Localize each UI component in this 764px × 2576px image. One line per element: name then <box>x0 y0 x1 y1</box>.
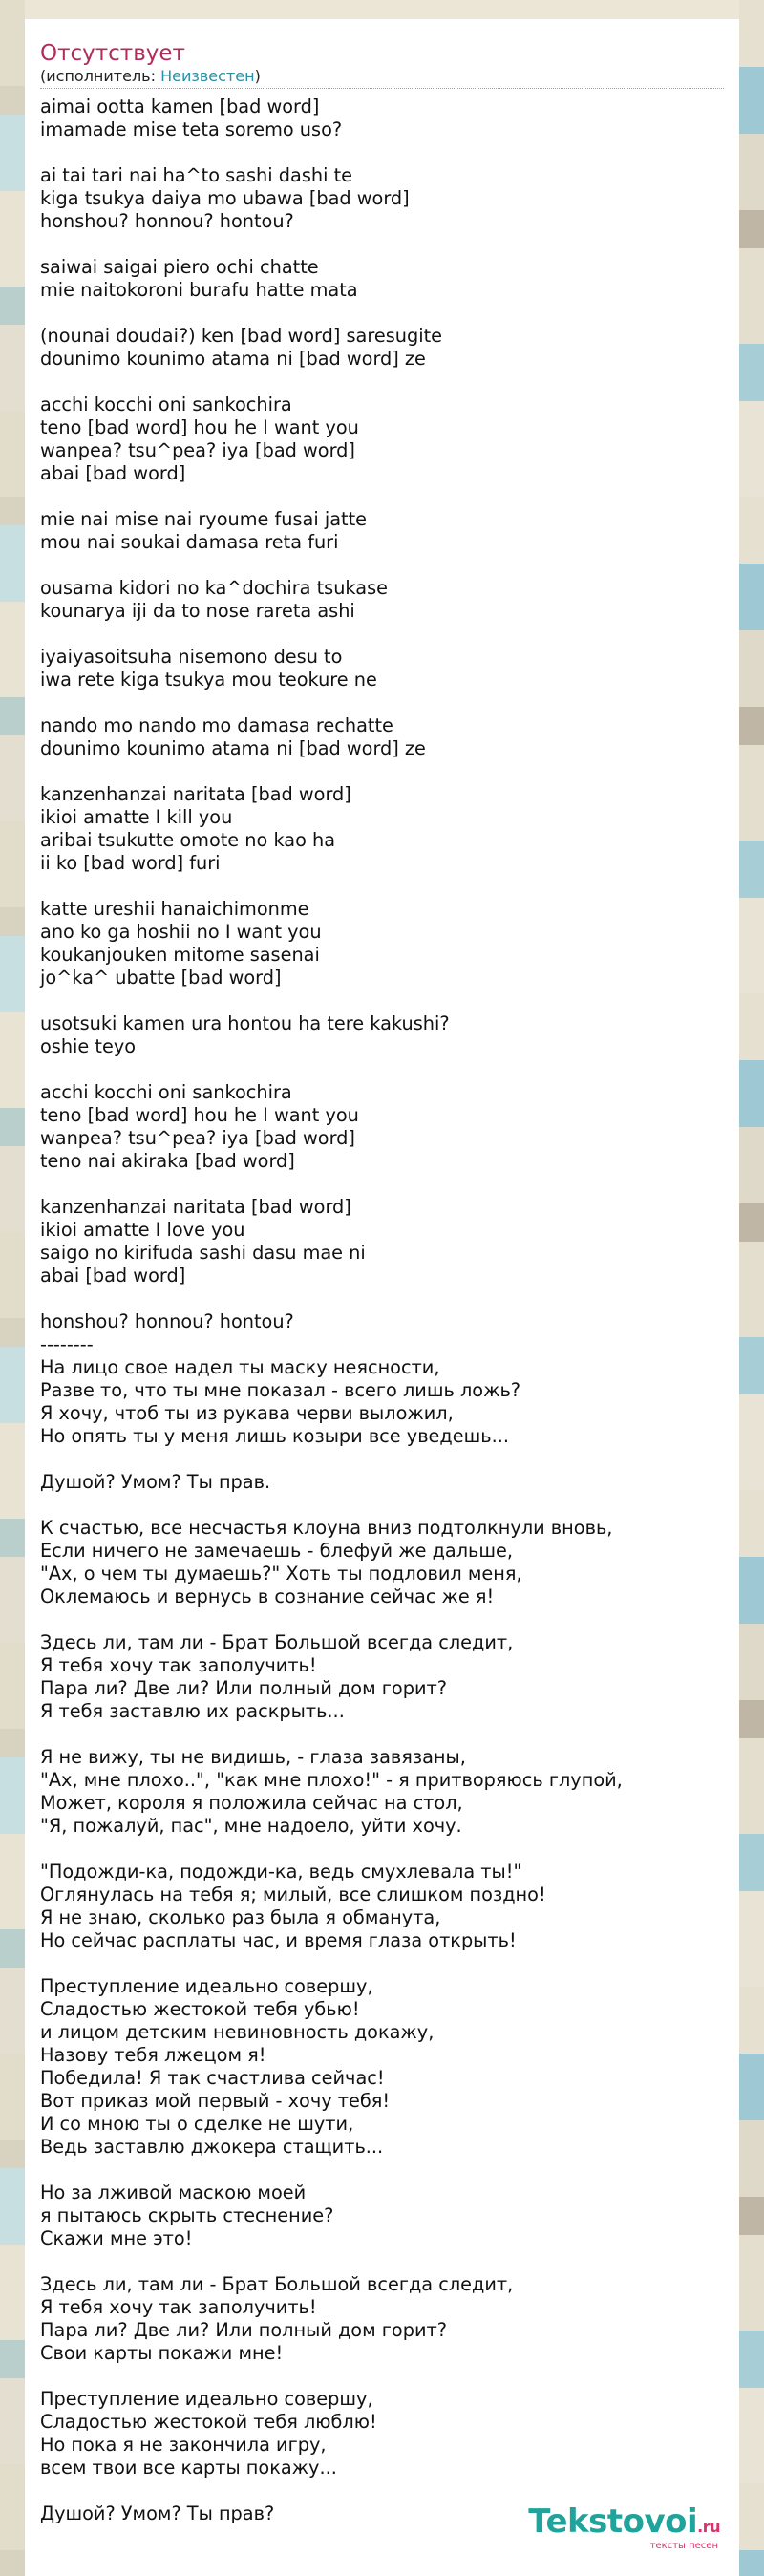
lyrics-line: Оклемаюсь и вернусь в сознание сейчас же я! <box>40 1586 495 1607</box>
lyrics-line: Но за лживой маскою моей <box>40 2182 307 2203</box>
lyrics-blank-line <box>40 302 709 325</box>
lyrics-line: Скажи мне это! <box>40 2227 193 2249</box>
lyrics-line: iwa rete kiga tsukya mou teokure ne <box>40 669 377 691</box>
lyrics-blank-line <box>40 2159 709 2182</box>
lyrics-line: katte ureshii hanaichimonme <box>40 898 309 920</box>
lyrics-blank-line <box>40 1838 709 1861</box>
logo-tagline: тексты песен <box>649 2541 718 2551</box>
lyrics-line: Я тебя хочу так заполучить! <box>40 2296 317 2318</box>
lyrics-line: saigo no kirifuda sashi dasu mae ni <box>40 1242 366 1264</box>
lyrics-line: Я тебя хочу так заполучить! <box>40 1654 317 1676</box>
lyrics-blank-line <box>40 2480 709 2502</box>
lyrics-line: wanpea? tsu^pea? iya [bad word] <box>40 439 355 461</box>
subtitle-prefix: (исполнитель: <box>40 67 161 85</box>
lyrics-line: Победила! Я так счастлива сейчас! <box>40 2067 385 2089</box>
lyrics-line: Но сейчас расплаты час, и время глаза открыть! <box>40 1929 517 1951</box>
lyrics-line: usotsuki kamen ura hontou ha tere kakushi? <box>40 1012 450 1034</box>
lyrics-line: К счастью, все несчастья клоуна вниз подтолкнули вновь, <box>40 1517 613 1539</box>
lyrics-line: Я не вижу, ты не видишь, - глаза завязаны, <box>40 1746 466 1768</box>
lyrics-line: Душой? Умом? Ты прав? <box>40 2502 275 2524</box>
lyrics-line: ano ko ga hoshii no I want you <box>40 921 322 943</box>
lyrics-blank-line <box>40 554 709 577</box>
lyrics-line: -------- <box>40 1333 94 1355</box>
lyrics-line: dounimo kounimo atama ni [bad word] ze <box>40 348 426 370</box>
lyrics-line: "Я, пожалуй, пас", мне надоело, уйти хочу. <box>40 1815 462 1837</box>
lyrics-line: Душой? Умом? Ты прав. <box>40 1471 271 1493</box>
lyrics-line: ikioi amatte I kill you <box>40 806 233 828</box>
lyrics-line: dounimo kounimo atama ni [bad word] ze <box>40 737 426 759</box>
lyrics-line: всем твои все карты покажу... <box>40 2457 337 2479</box>
lyrics-line: kanzenhanzai naritata [bad word] <box>40 783 351 805</box>
lyrics-line: я пытаюсь скрыть стеснение? <box>40 2204 334 2226</box>
lyrics-blank-line <box>40 1723 709 1746</box>
artist-link[interactable]: Неизвестен <box>160 67 255 85</box>
lyrics-line: teno [bad word] hou he I want you <box>40 416 359 438</box>
lyrics-line: jo^ka^ ubatte [bad word] <box>40 967 282 989</box>
lyrics-line: kanzenhanzai naritata [bad word] <box>40 1196 351 1218</box>
lyrics-blank-line <box>40 2250 709 2273</box>
lyrics-blank-line <box>40 760 709 783</box>
lyrics-blank-line <box>40 875 709 898</box>
lyrics-line: ousama kidori no ka^dochira tsukase <box>40 577 388 599</box>
lyrics-blank-line <box>40 2365 709 2388</box>
song-subtitle <box>40 67 261 86</box>
lyrics-line: Ведь заставлю джокера стащить... <box>40 2136 384 2158</box>
lyrics-line: oshie teyo <box>40 1035 137 1057</box>
logo-name: Tekstovoi <box>528 2502 698 2541</box>
lyrics-blank-line <box>40 1448 709 1471</box>
lyrics-line: ai tai tari nai ha^to sashi dashi te <box>40 164 352 186</box>
lyrics-line: acchi kocchi oni sankochira <box>40 394 292 415</box>
lyrics-line: "Ах, мне плохо..", "как мне плохо!" - я притворяюсь глупой, <box>40 1769 623 1791</box>
lyrics-line: abai [bad word] <box>40 1265 186 1287</box>
lyrics-blank-line <box>40 990 709 1012</box>
lyrics-line: aribai tsukutte omote no kao ha <box>40 829 336 851</box>
lyrics-line: kiga tsukya daiya mo ubawa [bad word] <box>40 187 410 209</box>
lyrics-blank-line <box>40 1952 709 1975</box>
lyrics-blank-line <box>40 1058 709 1081</box>
lyrics-line: abai [bad word] <box>40 462 186 484</box>
lyrics-line: Но опять ты у меня лишь козыри все уведешь... <box>40 1425 510 1447</box>
lyrics-blank-line <box>40 1173 709 1196</box>
header-divider <box>40 88 724 89</box>
lyrics-text <box>40 96 709 2525</box>
logo-domain: .ru <box>697 2518 720 2536</box>
lyrics-line: mou nai soukai damasa reta furi <box>40 531 339 553</box>
lyrics-line: Пара ли? Две ли? Или полный дом горит? <box>40 1677 447 1699</box>
lyrics-line: (nounai doudai?) ken [bad word] saresugite <box>40 325 443 347</box>
lyrics-line: Я не знаю, сколько раз была я обманута, <box>40 1906 441 1928</box>
lyrics-line: wanpea? tsu^pea? iya [bad word] <box>40 1127 355 1149</box>
lyrics-line: "Ах, о чем ты думаешь?" Хоть ты подловил меня, <box>40 1563 522 1585</box>
lyrics-line: koukanjouken mitome sasenai <box>40 944 320 966</box>
lyrics-line: aimai ootta kamen [bad word] <box>40 96 320 117</box>
lyrics-line: Если ничего не замечаешь - блефуй же дальше, <box>40 1540 514 1562</box>
lyrics-blank-line <box>40 692 709 714</box>
lyrics-line: И со мною ты о сделке не шути, <box>40 2113 354 2135</box>
lyrics-line: mie nai mise nai ryoume fusai jatte <box>40 508 367 530</box>
lyrics-line: Вот приказ мой первый - хочу тебя! <box>40 2090 391 2112</box>
lyrics-line: imamade mise teta soremo uso? <box>40 118 343 140</box>
lyrics-line: Сладостью жестокой тебя люблю! <box>40 2411 377 2433</box>
lyrics-line: ii ko [bad word] furi <box>40 852 221 874</box>
lyrics-blank-line <box>40 485 709 508</box>
lyrics-line: teno nai akiraka [bad word] <box>40 1150 295 1172</box>
lyrics-blank-line <box>40 1288 709 1310</box>
site-logo[interactable] <box>528 2504 720 2551</box>
lyrics-line: mie naitokoroni burafu hatte mata <box>40 279 358 301</box>
lyrics-line: Оглянулась на тебя я; милый, все слишком поздно! <box>40 1884 546 1905</box>
lyrics-line: Свои карты покажи мне! <box>40 2342 284 2364</box>
subtitle-suffix: ) <box>254 67 261 85</box>
lyrics-line: На лицо свое надел ты маску неясности, <box>40 1356 440 1378</box>
lyrics-line: Я хочу, чтоб ты из рукава черви выложил, <box>40 1402 454 1424</box>
lyrics-page <box>25 19 739 2576</box>
lyrics-blank-line <box>40 623 709 646</box>
lyrics-line: honshou? honnou? hontou? <box>40 1310 294 1332</box>
lyrics-blank-line <box>40 141 709 164</box>
lyrics-blank-line <box>40 371 709 394</box>
lyrics-blank-line <box>40 1494 709 1517</box>
lyrics-line: Разве то, что ты мне показал - всего лишь ложь? <box>40 1379 521 1401</box>
lyrics-line: Здесь ли, там ли - Брат Большой всегда следит, <box>40 2273 514 2295</box>
lyrics-line: "Подожди-ка, подожди-ка, ведь смухлевала ты!" <box>40 1861 522 1883</box>
lyrics-line: Пара ли? Две ли? Или полный дом горит? <box>40 2319 447 2341</box>
lyrics-line: Но пока я не закончила игру, <box>40 2434 327 2456</box>
lyrics-line: Назову тебя лжецом я! <box>40 2044 266 2066</box>
lyrics-blank-line <box>40 233 709 256</box>
lyrics-line: ikioi amatte I love you <box>40 1219 245 1241</box>
lyrics-line: iyaiyasoitsuha nisemono desu to <box>40 646 343 668</box>
lyrics-line: Здесь ли, там ли - Брат Большой всегда следит, <box>40 1631 514 1653</box>
lyrics-line: Может, короля я положила сейчас на стол, <box>40 1792 463 1814</box>
lyrics-line: Сладостью жестокой тебя убью! <box>40 1998 360 2020</box>
lyrics-line: honshou? honnou? hontou? <box>40 210 294 232</box>
lyrics-line: Преступление идеально совершу, <box>40 1975 373 1997</box>
lyrics-line: acchi kocchi oni sankochira <box>40 1081 292 1103</box>
lyrics-blank-line <box>40 1608 709 1631</box>
lyrics-line: kounarya iji da to nose rareta ashi <box>40 600 355 622</box>
lyrics-line: teno [bad word] hou he I want you <box>40 1104 359 1126</box>
background-left-stripe <box>0 0 25 2576</box>
lyrics-line: и лицом детским невиновность докажу, <box>40 2021 435 2043</box>
lyrics-line: Преступление идеально совершу, <box>40 2388 373 2410</box>
background-right-stripe <box>739 0 764 2576</box>
lyrics-line: nando mo nando mo damasa rechatte <box>40 714 393 736</box>
lyrics-line: saiwai saigai piero ochi chatte <box>40 256 319 278</box>
lyrics-line: Я тебя заставлю их раскрыть... <box>40 1700 345 1722</box>
song-title: Отсутствует <box>40 41 185 66</box>
